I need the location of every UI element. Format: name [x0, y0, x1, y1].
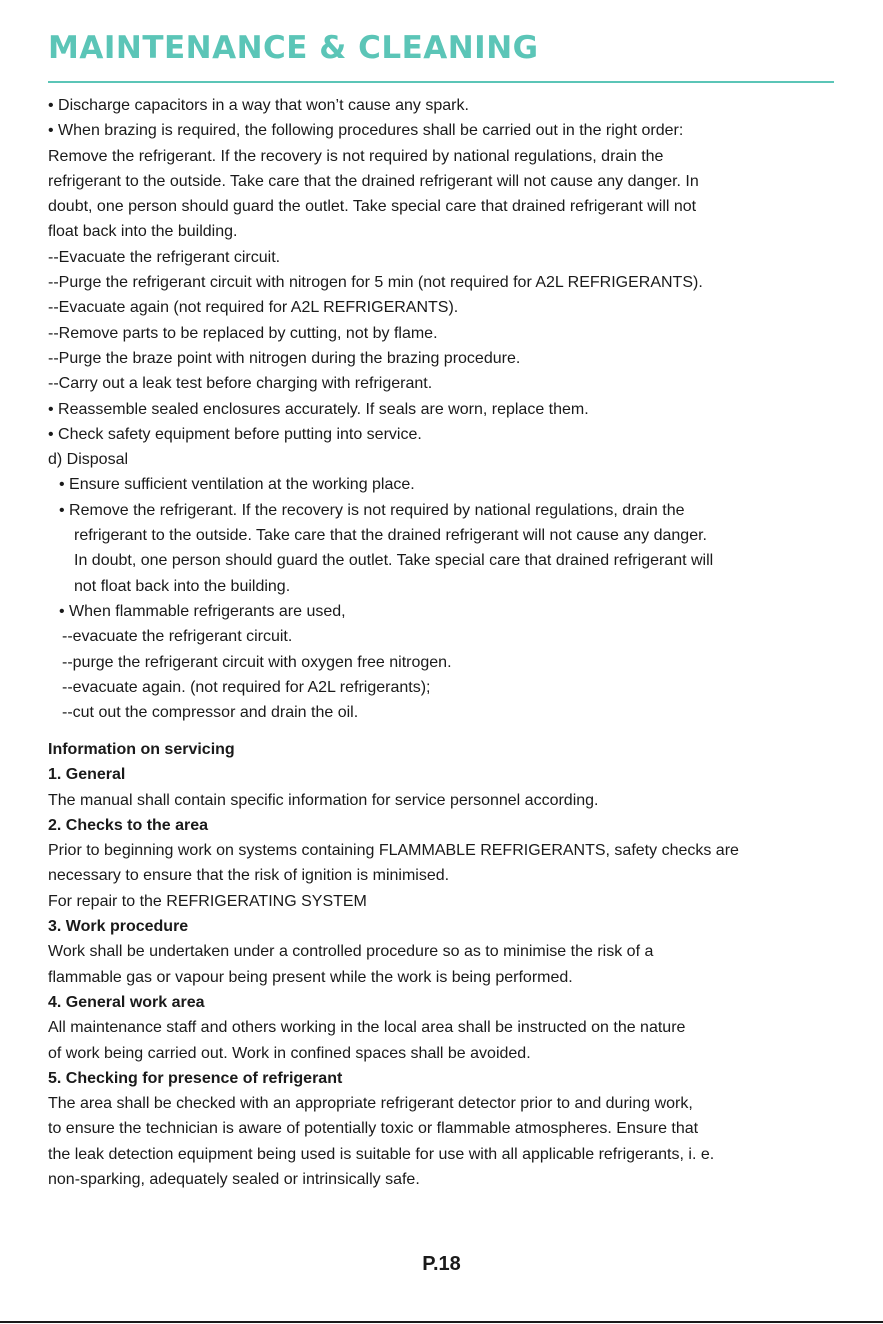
section-heading-general: 1. General [48, 766, 126, 784]
text-line: float back into the building. [48, 223, 238, 241]
text-line: --Purge the refrigerant circuit with nitrogen for 5 min (not required for A2L REFRIGERANTS). [48, 274, 703, 292]
text-line: --Remove parts to be replaced by cutting, not by flame. [48, 324, 438, 342]
text-line: • When flammable refrigerants are used, [59, 602, 346, 620]
text-line: --purge the refrigerant circuit with oxygen free nitrogen. [62, 653, 452, 671]
page-title: MAINTENANCE & CLEANING [48, 30, 539, 66]
text-line: refrigerant to the outside. Take care that the drained refrigerant will not cause any danger. [74, 527, 707, 545]
text-line: the leak detection equipment being used is suitable for use with all applicable refrigerants, i. e. [48, 1145, 715, 1163]
text-line: Remove the refrigerant. If the recovery is not required by national regulations, drain the [48, 147, 664, 165]
text-line: of work being carried out. Work in confined spaces shall be avoided. [48, 1044, 531, 1062]
servicing-title: Information on servicing [48, 741, 235, 758]
section-heading-work-area: 4. General work area [48, 993, 205, 1011]
text-line: --evacuate the refrigerant circuit. [62, 628, 293, 646]
disposal-heading: d) Disposal [48, 451, 129, 469]
text-line: refrigerant to the outside. Take care that the drained refrigerant will not cause any danger. In [48, 172, 699, 190]
text-line: --cut out the compressor and drain the oil. [62, 704, 359, 722]
text-line: • When brazing is required, the following procedures shall be carried out in the right order: [48, 122, 684, 140]
bottom-divider [0, 1321, 883, 1323]
text-line: non-sparking, adequately sealed or intrinsically safe. [48, 1171, 420, 1189]
text-line: necessary to ensure that the risk of ignition is minimised. [48, 867, 450, 885]
text-line: • Discharge capacitors in a way that won’t cause any spark. [48, 97, 469, 114]
text-line: not float back into the building. [74, 577, 291, 595]
text-line: doubt, one person should guard the outlet. Take special care that drained refrigerant will not [48, 198, 697, 216]
text-line: For repair to the REFRIGERATING SYSTEM [48, 892, 367, 910]
page-number: P.18 [422, 1253, 461, 1275]
text-line: --evacuate again. (not required for A2L refrigerants); [62, 678, 431, 696]
text-line: • Check safety equipment before putting into service. [48, 425, 422, 443]
text-line: The area shall be checked with an appropriate refrigerant detector prior to and during work, [48, 1095, 693, 1113]
section-heading-work-procedure: 3. Work procedure [48, 918, 189, 936]
text-line: flammable gas or vapour being present while the work is being performed. [48, 968, 573, 986]
title-divider [48, 81, 834, 83]
text-line: Work shall be undertaken under a controlled procedure so as to minimise the risk of a [48, 943, 654, 961]
text-line: --Evacuate again (not required for A2L REFRIGERANTS). [48, 299, 459, 317]
text-line: The manual shall contain specific information for service personnel according. [48, 791, 599, 809]
text-line: • Reassemble sealed enclosures accurately. If seals are worn, replace them. [48, 400, 589, 418]
text-line: --Purge the braze point with nitrogen during the brazing procedure. [48, 349, 521, 367]
text-line: • Remove the refrigerant. If the recovery is not required by national regulations, drain the [59, 501, 685, 519]
section-heading-checks: 2. Checks to the area [48, 816, 209, 834]
text-line: • Ensure sufficient ventilation at the working place. [59, 476, 415, 494]
section-heading-refrigerant-check: 5. Checking for presence of refrigerant [48, 1069, 343, 1087]
maintenance-text-block [48, 93, 848, 725]
text-line: All maintenance staff and others working in the local area shall be instructed on the nature [48, 1019, 686, 1037]
text-line: --Carry out a leak test before charging with refrigerant. [48, 375, 433, 393]
text-line: --Evacuate the refrigerant circuit. [48, 248, 281, 266]
text-line: to ensure the technician is aware of potentially toxic or flammable atmospheres. Ensure that [48, 1120, 699, 1138]
text-line: In doubt, one person should guard the outlet. Take special care that drained refrigerant will [74, 552, 714, 570]
text-line: Prior to beginning work on systems containing FLAMMABLE REFRIGERANTS, safety checks are [48, 842, 739, 860]
servicing-section [48, 737, 848, 1192]
